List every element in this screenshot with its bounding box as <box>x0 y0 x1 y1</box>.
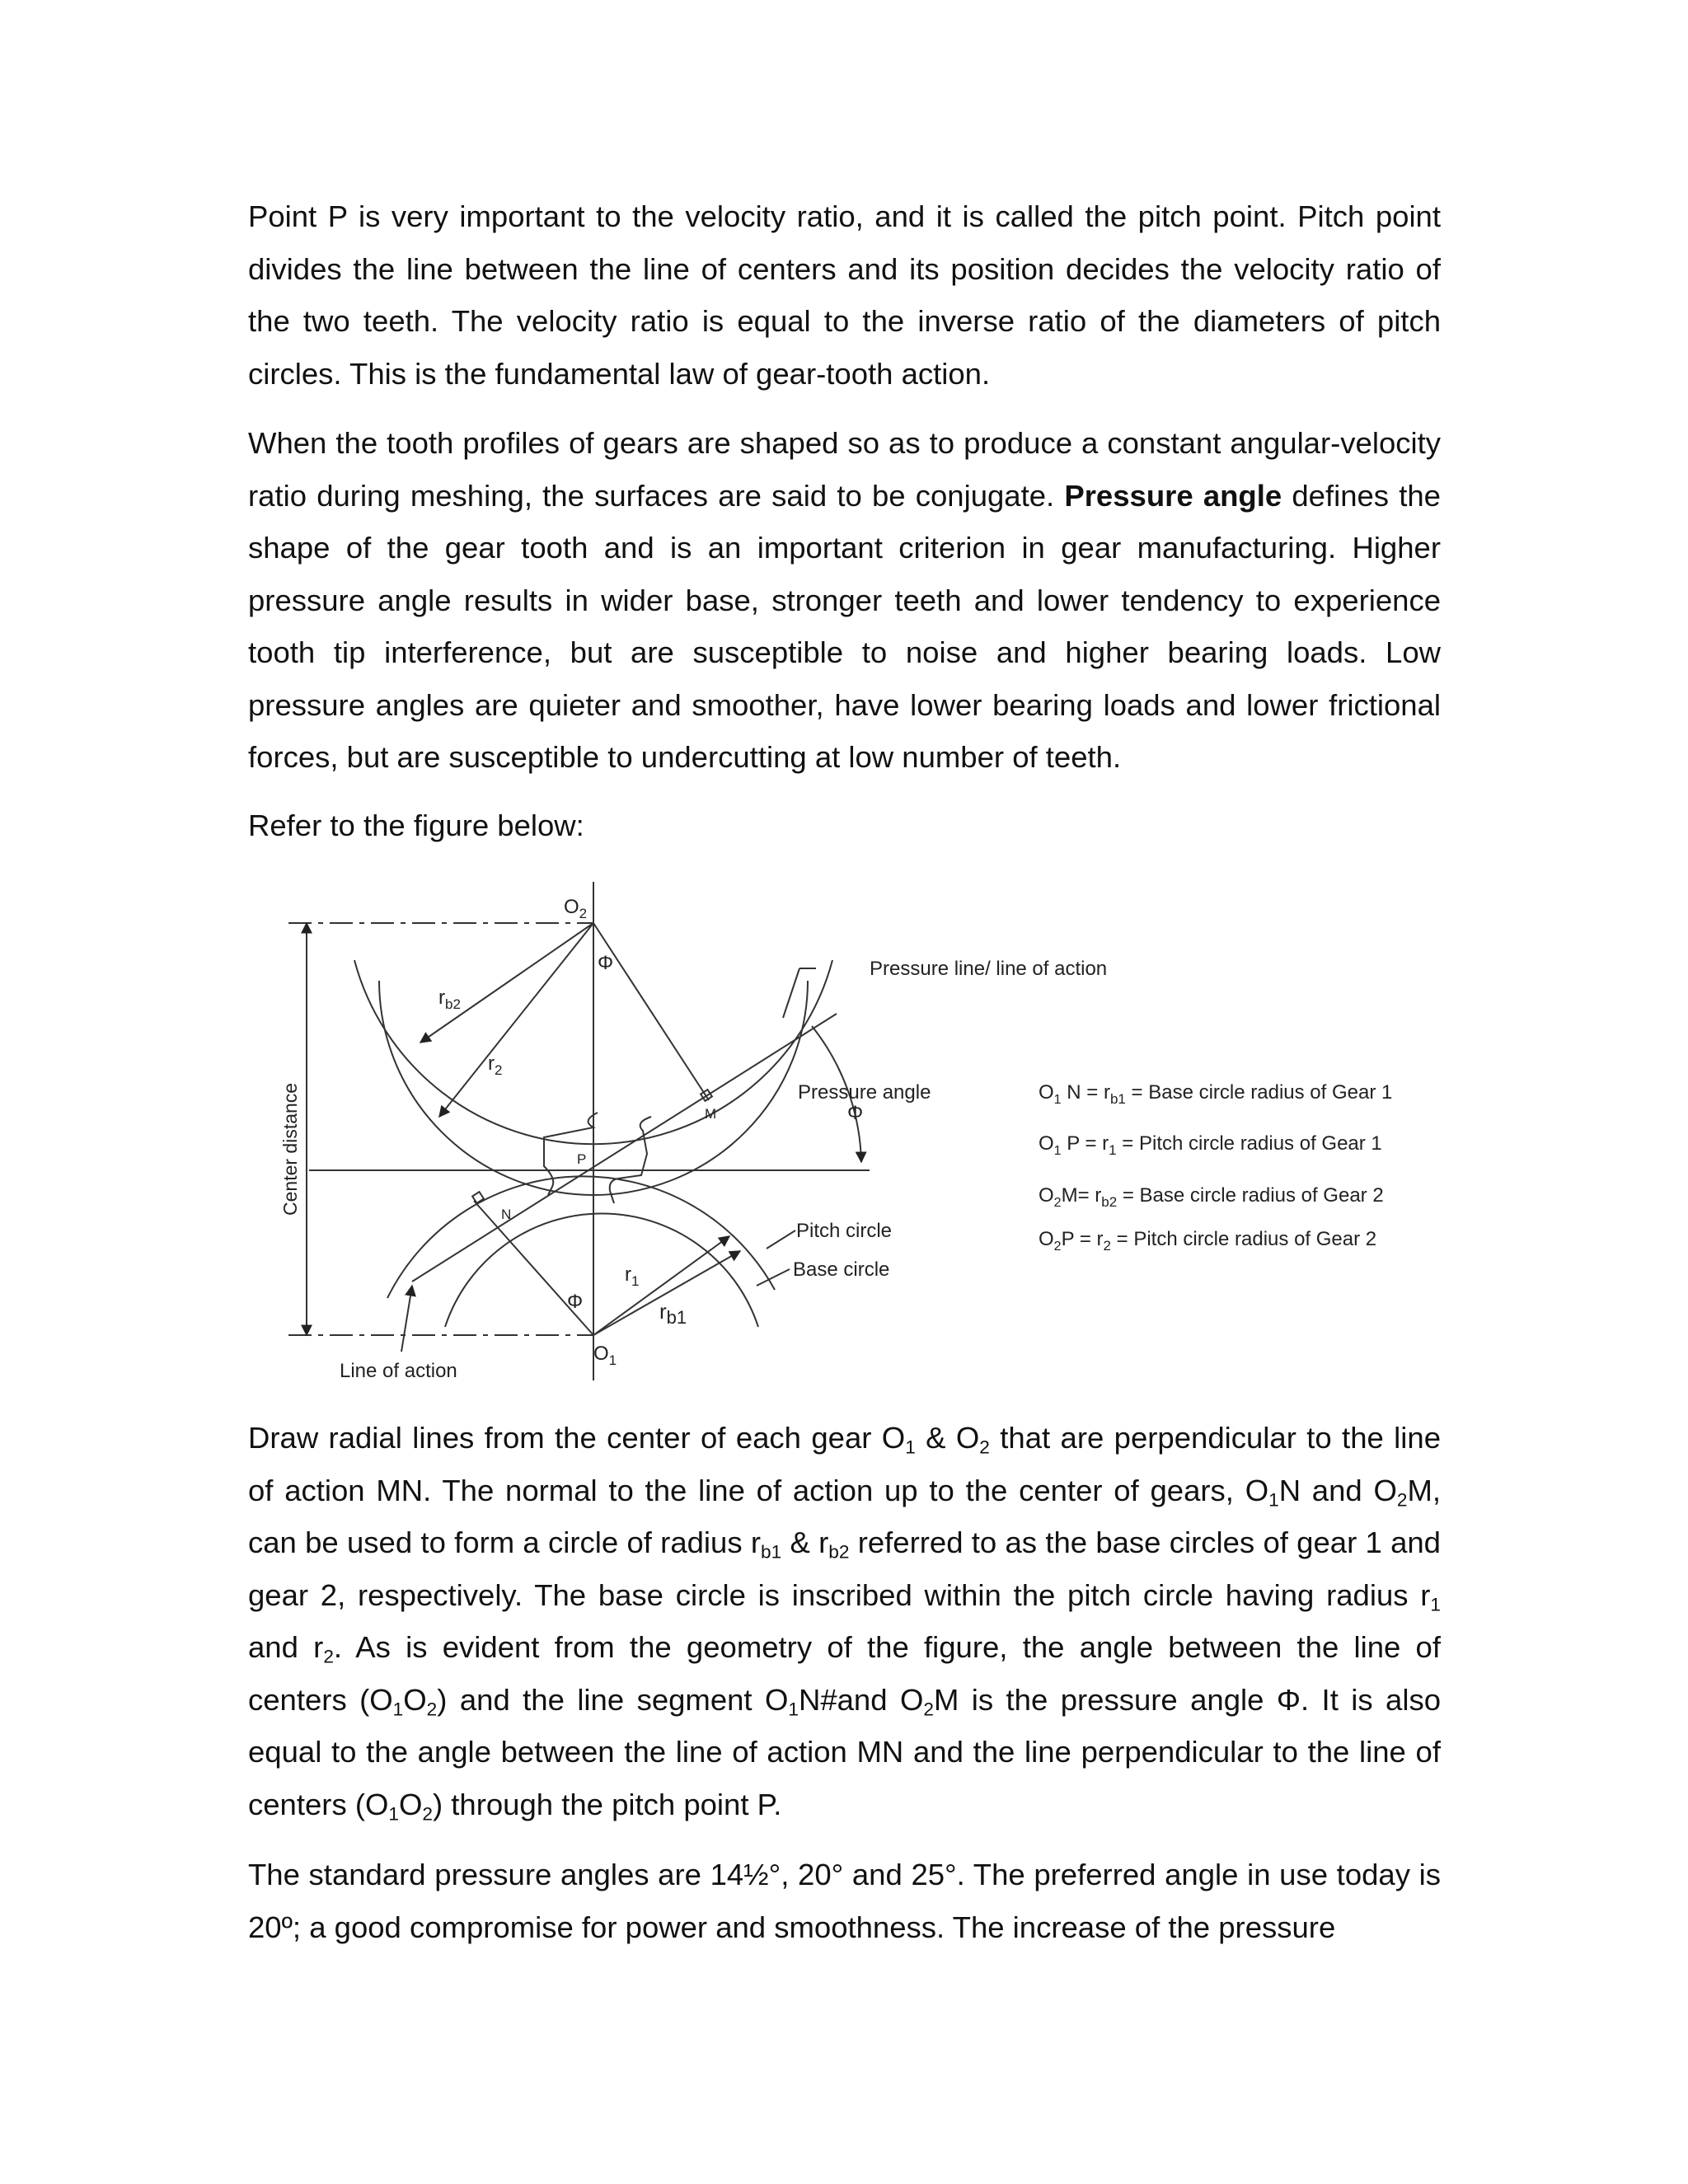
base-circle-label: Base circle <box>793 1258 890 1281</box>
rb2-label: $r_{b2}$ <box>438 987 461 1012</box>
paragraph-pressure-angle <box>248 417 1441 784</box>
m-label: M <box>705 1106 717 1122</box>
pressure-angle-phi-label: Φ <box>847 1102 864 1124</box>
paragraph-refer-figure: Refer to the figure below: <box>248 808 584 842</box>
legend-row-3: $O_2M= r_{b2}$ = Base circle radius of Gear 2 <box>1039 1184 1384 1210</box>
paragraph-2-text-after: defines the shape of the gear tooth and is an important criterion in gear manufacturing. Higher pressure angle results in wider base, stronger teeth and lower tendency to experience tooth tip interference, but are susceptible to noise and higher bearing loads. Low pressure angles are quieter and smoother, have lower bearing loads and lower frictional forces, but are susceptible to undercutting at low number of teeth. <box>248 478 1441 774</box>
legend-row-2: $O_1$ $P = r_1$ = Pitch circle radius of Gear 1 <box>1039 1132 1382 1158</box>
phi-top-label: Φ <box>598 952 614 974</box>
gear-geometry-figure <box>247 865 1442 1393</box>
n-label: N <box>501 1207 512 1222</box>
o1-label: $O_1$ <box>593 1343 617 1368</box>
base-circle-leader <box>757 1269 790 1286</box>
legend-row-1: $O_1$ $N = r_{b1}$ = Base circle radius of Gear 1 <box>1039 1081 1393 1107</box>
paragraph-standard-pressure-angles: The standard pressure angles are 14½°, 20° and 25°. The preferred angle in use today is 20º; a good compromise for power and smoothness. The increase of the pressure <box>248 1858 1441 1944</box>
p-label: P <box>577 1151 587 1167</box>
paragraph-pitch-point: Point P is very important to the velocity ratio, and it is called the pitch point. Pitch point divides the line between the line of centers and its position decides the velocity ratio of the two teeth. The velocity ratio is equal to the inverse ratio of the diameters of pitch circles. This is the fundamental law of gear-tooth action. <box>248 199 1441 391</box>
tooth-profile-right <box>610 1117 651 1203</box>
phi-bottom-label: Φ <box>567 1291 584 1313</box>
pressure-line-label: Pressure line/ line of action <box>870 958 1108 980</box>
pressure-angle-term: Pressure angle <box>1064 478 1282 513</box>
pressure-angle-label: Pressure angle <box>798 1081 931 1104</box>
line-of-action-label: Line of action <box>340 1360 457 1382</box>
rb1-label: $r_{b1}$ <box>659 1299 687 1328</box>
line-of-action <box>412 1014 837 1282</box>
o2-label: $O_2$ <box>564 896 588 921</box>
pitch-circle-label: Pitch circle <box>796 1220 893 1242</box>
paragraph-2-text-before: When the tooth profiles of gears are shaped so as to produce a constant angular-velocity ratio during meshing, the surfaces are said to be conjugate. <box>248 426 1441 513</box>
r1-label: $r_1$ <box>625 1263 640 1289</box>
line-of-action-leader <box>401 1286 412 1352</box>
paragraph-radial-lines: Draw radial lines from the center of each gear $O_1$ & $O_2$ that are perpendicular to the line of action MN. The normal to the line of action up to the center of gears, $O_1N$ and $O_2M$, can be used to form a circle of radius $r_{b1}$ & $r_{b2}$ referred to as the base circles of gear 1 and gear 2, respectively. The base circle is inscribed within the pitch circle having radius $r_1$ and $r_2$. As is evident from the geometry of the figure, the angle between the line of centers $(O_1O_2)$ and the line segment $O_1N\#and$ $O_2M$ is the pressure angle Φ. It is also equal to the angle between the line of action MN and the line perpendicular to the line of centers $(O_1O_2)$ through the pitch point P. <box>248 1421 1442 1824</box>
tooth-profile-left <box>544 1113 598 1195</box>
pressure-line-leader-diag <box>783 968 799 1018</box>
center-distance-label: Center distance <box>279 1082 301 1216</box>
figure-legend <box>1039 1081 1392 1254</box>
legend-row-4: $O_2P = r_2$ = Pitch circle radius of Gear 2 <box>1039 1228 1377 1254</box>
rb2-radius-line <box>420 923 593 1043</box>
o1-to-n-line <box>474 1201 593 1335</box>
r2-label: $r_2$ <box>488 1052 503 1078</box>
o2-to-m-line <box>593 923 709 1100</box>
r2-radius-line <box>439 923 593 1117</box>
pitch-circle-leader <box>767 1230 795 1249</box>
